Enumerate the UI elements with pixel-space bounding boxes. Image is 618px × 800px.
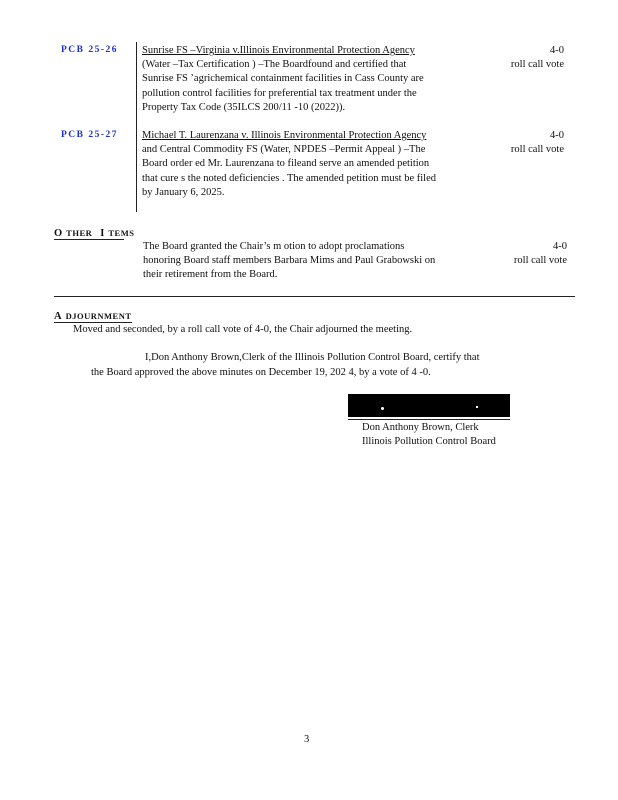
case-line: (Water –Tax Certification ) –The Boardfound and certified that <box>142 59 407 71</box>
section-heading-adjournment: A DJOURNMENT <box>54 311 132 322</box>
case-divider <box>136 42 137 212</box>
case-title: Michael T. Laurenzana v. Illinois Environmental Protection Agency <box>142 130 427 141</box>
case-line: pollution control facilities for preferential tax treatment under the <box>142 87 417 99</box>
vote-result: 4-0 roll call vote <box>510 130 564 156</box>
case-line: Property Tax Code (35ILCS 200/11 -10 (2022)). <box>142 101 346 113</box>
case-line: and Central Commodity FS (Water, NPDES –Permit Appeal ) –The <box>142 144 426 156</box>
redacted-signature <box>348 394 510 417</box>
case-title: Sunrise FS –Virginia v.Illinois Environmental Protection Agency <box>142 45 415 56</box>
heading-underline <box>54 322 132 323</box>
certification-line: the Board approved the above minutes on December 19, 202 4, by a vote of 4 -0. <box>91 367 431 378</box>
other-items-description: The Board granted the Chair’s m otion to adopt proclamations honoring Board staff members Barbara Mims and Paul Grabowski on their retirement from the Board. <box>143 241 436 281</box>
certification-line: I,Don Anthony Brown,Clerk of the Illinois Pollution Control Board, certify that <box>145 352 480 363</box>
case-line: that cure s the noted deficiencies . The amended petition must be filed <box>142 172 436 184</box>
section-heading-other-items: O THER I TEMS <box>54 228 135 239</box>
case-description <box>142 44 424 115</box>
case-id-link[interactable]: PCB 25-26 <box>61 45 119 55</box>
case-line: by January 6, 2025. <box>142 186 225 198</box>
signature-line <box>348 419 510 420</box>
case-line: Board order ed Mr. Laurenzana to fileand serve an amended petition <box>142 158 430 170</box>
heading-underline <box>54 239 124 240</box>
adjournment-text: Moved and seconded, by a roll call vote of 4-0, the Chair adjourned the meeting. <box>73 324 413 335</box>
case-id-link[interactable]: PCB 25-27 <box>61 130 119 140</box>
case-description <box>142 129 436 200</box>
page-number: 3 <box>304 734 310 745</box>
case-line: Sunrise FS ’agrichemical containment facilities in Cass County are <box>142 73 424 85</box>
vote-result: 4-0 roll call vote <box>513 241 567 267</box>
section-divider <box>54 296 575 297</box>
vote-result: 4-0 roll call vote <box>510 45 564 71</box>
clerk-organization: Illinois Pollution Control Board <box>362 436 496 447</box>
clerk-name: Don Anthony Brown, Clerk <box>362 422 479 433</box>
